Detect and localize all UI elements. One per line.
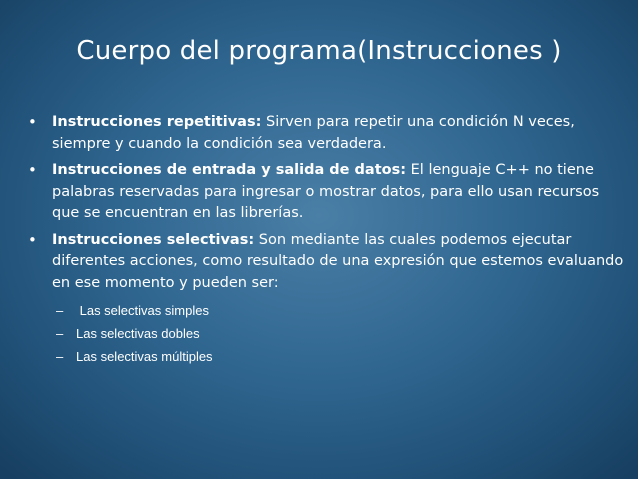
bullet-selectivas: [24, 230, 624, 295]
bullet-repetitivas: [24, 112, 624, 155]
sub-item-label: Las selectivas dobles: [76, 326, 200, 341]
bullet-marker: •: [28, 230, 37, 249]
sub-item-label: Las selectivas simples: [76, 303, 209, 318]
bullet-marker: •: [28, 113, 37, 131]
bullet-text: Son mediante las cuales podemos ejecutar diferentes acciones, como resultado de una expresión que estemos evaluando en ese momento y pueden ser:: [52, 231, 624, 291]
sub-marker: –: [56, 303, 64, 318]
sub-item: [24, 345, 624, 368]
sub-marker: –: [56, 326, 64, 341]
bullet-term: Instrucciones de entrada y salida de datos:: [52, 162, 407, 178]
slide-title: Cuerpo del programa(Instrucciones ): [76, 36, 562, 66]
sub-item: [24, 322, 624, 345]
bullet-text: Sirven para repetir una condición N veces, siempre y cuando la condición sea verdadera.: [52, 114, 575, 152]
bullet-marker: •: [28, 161, 37, 179]
bullet-term: Instrucciones repetitivas:: [52, 114, 262, 130]
sub-item-label: Las selectivas múltiples: [76, 349, 213, 364]
slide-content: [24, 112, 624, 368]
bullet-term: Instrucciones selectivas:: [52, 231, 255, 248]
bullet-text: El lenguaje C++ no tiene palabras reservadas para ingresar o mostrar datos, para ello usan recursos que se encuentran en las librerías.: [52, 162, 600, 221]
sub-item: [24, 299, 624, 322]
sub-marker: –: [56, 349, 64, 364]
bullet-entrada-salida: [24, 160, 624, 225]
sub-list: [24, 299, 624, 368]
